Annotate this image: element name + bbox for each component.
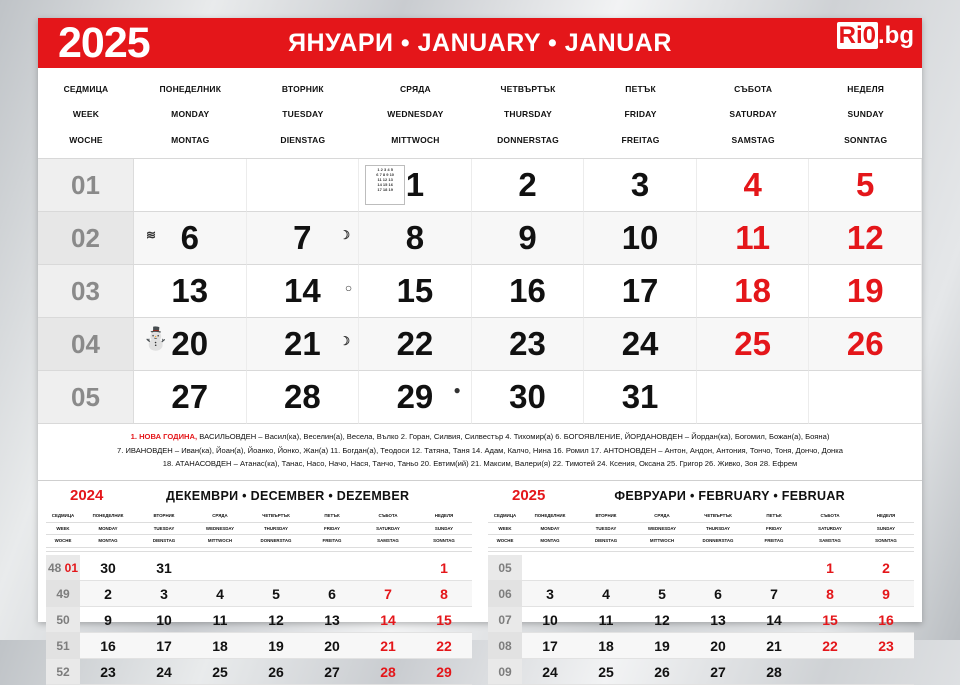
next-day-cell-7: 7 xyxy=(746,581,802,607)
next-week-number-cell: 05 xyxy=(488,555,522,581)
prev-week-number-cell: 52 xyxy=(46,659,80,685)
prev-weekday-head-2 xyxy=(136,507,192,553)
prev-weekday-head-1 xyxy=(80,507,136,553)
prev-day-cell-23: 23 xyxy=(80,659,136,685)
mini-weekday-line: DIENSTAG xyxy=(578,535,634,548)
day-number: 18 xyxy=(734,272,771,310)
mini-weekday-line: SONNTAG xyxy=(858,535,914,548)
mini-weekday-line: SUNDAY xyxy=(858,523,914,536)
mini-weekday-line: ЧЕТВЪРТЪК xyxy=(690,510,746,523)
name-days-block xyxy=(38,424,922,480)
next-day-cell-17: 17 xyxy=(522,633,578,659)
mini-weekday-line: ПОНЕДЕЛНИК xyxy=(522,510,578,523)
mini-weekday-line: СРЯДА xyxy=(192,510,248,523)
mini-weekday-line: DONNERSTAG xyxy=(248,535,304,548)
day-cell-17 xyxy=(584,265,697,318)
day-cell-30 xyxy=(472,371,585,424)
prev-day-cell-9: 9 xyxy=(80,607,136,633)
day-cell-23 xyxy=(472,318,585,371)
weekday-header-row xyxy=(38,68,922,159)
day-number: 16 xyxy=(509,272,546,310)
prev-day-cell-25: 25 xyxy=(192,659,248,685)
prev-day-cell-3: 3 xyxy=(136,581,192,607)
next-day-cell-20: 20 xyxy=(690,633,746,659)
inset-mini-line: 1 2 3 4 5 xyxy=(377,167,393,173)
weekday-head-line: THURSDAY xyxy=(503,109,553,120)
weekday-head-line: WOCHE xyxy=(69,134,103,145)
weekday-head-line: FREITAG xyxy=(621,134,660,145)
prev-weekday-head-0 xyxy=(46,507,80,553)
prev-day-cell-empty xyxy=(360,555,416,581)
day-cell-11 xyxy=(697,212,810,265)
next-week-number-cell: 07 xyxy=(488,607,522,633)
week-number-primary: 48 xyxy=(47,560,62,575)
week-number-cell: 01 xyxy=(38,159,134,212)
inset-mini-calendar xyxy=(365,165,405,205)
weekday-head-3 xyxy=(359,68,472,158)
next-weekday-head-5 xyxy=(746,507,802,553)
next-day-cell-12: 12 xyxy=(634,607,690,633)
day-number: 11 xyxy=(735,219,771,257)
day-cell-empty xyxy=(697,371,810,424)
name-days-line-3: 18. АТАНАСОВДЕН – Атанас(ка), Танас, Насо, Начо, Нася, Танчо, Таньо 20. Евтим(ий) 21. Максим, Валери(я) 22. Тимотей 24. Ксения, Оксана 25. Григор 26. Живко, Зоя 28. Ефрем xyxy=(162,459,798,469)
weekday-head-line: MITTWOCH xyxy=(391,134,440,145)
day-cell-28 xyxy=(247,371,360,424)
prev-day-cell-14: 14 xyxy=(360,607,416,633)
next-day-cell-empty xyxy=(802,659,858,685)
prev-day-cell-empty xyxy=(248,555,304,581)
next-day-cell-22: 22 xyxy=(802,633,858,659)
day-cell-31 xyxy=(584,371,697,424)
next-day-cell-16: 16 xyxy=(858,607,914,633)
next-month-year: 2025 xyxy=(512,486,546,504)
mini-weekday-line: ПОНЕДЕЛНИК xyxy=(80,510,136,523)
day-cell-26 xyxy=(809,318,922,371)
day-number: 25 xyxy=(734,325,771,363)
site-logo[interactable] xyxy=(837,22,914,50)
next-day-cell-13: 13 xyxy=(690,607,746,633)
weekday-head-line: DIENSTAG xyxy=(280,134,326,145)
next-day-cell-2: 2 xyxy=(858,555,914,581)
next-day-cell-26: 26 xyxy=(634,659,690,685)
mini-weekday-line: MITTWOCH xyxy=(192,535,248,548)
prev-day-cell-2: 2 xyxy=(80,581,136,607)
inset-mini-line: 17 18 19 xyxy=(377,187,393,193)
next-day-cell-empty xyxy=(522,555,578,581)
day-number: 8 xyxy=(405,219,425,257)
day-cell-7 xyxy=(247,212,360,265)
prev-weekday-head-4 xyxy=(248,507,304,553)
mini-weekday-line: НЕДЕЛЯ xyxy=(416,510,472,523)
day-cell-27 xyxy=(134,371,247,424)
prev-weekday-head-6 xyxy=(360,507,416,553)
day-number: 31 xyxy=(621,378,659,416)
mini-weekday-line: TUESDAY xyxy=(578,523,634,536)
week-number-cell: 03 xyxy=(38,265,134,318)
day-cell-6 xyxy=(134,212,247,265)
mini-weekday-line: ВТОРНИК xyxy=(578,510,634,523)
next-day-cell-empty xyxy=(690,555,746,581)
next-month-title: ФЕВРУАРИ • FEBRUARY • FEBRUAR xyxy=(614,488,845,503)
inset-mini-line: 14 15 16 xyxy=(377,182,393,188)
day-cell-22 xyxy=(359,318,472,371)
day-number: 10 xyxy=(621,219,659,257)
mini-weekday-line: SATURDAY xyxy=(802,523,858,536)
adjacent-months xyxy=(38,481,922,685)
next-week-number-cell: 09 xyxy=(488,659,522,685)
prev-day-cell-22: 22 xyxy=(416,633,472,659)
mini-weekday-line: WEEK xyxy=(46,523,80,536)
prev-day-cell-7: 7 xyxy=(360,581,416,607)
day-cell-25 xyxy=(697,318,810,371)
day-number: 5 xyxy=(856,166,875,204)
next-month-weekday-head xyxy=(488,507,914,553)
weekday-head-line: ЧЕТВЪРТЪК xyxy=(500,84,556,94)
next-day-cell-28: 28 xyxy=(746,659,802,685)
next-day-cell-8: 8 xyxy=(802,581,858,607)
day-cell-8 xyxy=(359,212,472,265)
day-number: 15 xyxy=(396,272,434,310)
weekday-head-5 xyxy=(584,68,697,158)
next-month-grid xyxy=(488,555,914,685)
day-cell-19 xyxy=(809,265,922,318)
day-cell-13 xyxy=(134,265,247,318)
mini-weekday-line: MONDAY xyxy=(522,523,578,536)
day-number: 4 xyxy=(743,166,762,204)
prev-month-title: ДЕКЕМВРИ • DECEMBER • DEZEMBER xyxy=(166,488,410,503)
next-day-cell-3: 3 xyxy=(522,581,578,607)
prev-month-header xyxy=(46,487,472,504)
day-number: 1 xyxy=(405,166,425,204)
next-day-cell-15: 15 xyxy=(802,607,858,633)
weekday-head-line: SUNDAY xyxy=(847,109,884,120)
prev-weekday-head-7 xyxy=(416,507,472,553)
next-day-cell-11: 11 xyxy=(578,607,634,633)
day-cell-2 xyxy=(472,159,585,212)
day-cell-12 xyxy=(809,212,922,265)
mini-weekday-line: СРЯДА xyxy=(634,510,690,523)
prev-day-cell-8: 8 xyxy=(416,581,472,607)
prev-day-cell-10: 10 xyxy=(136,607,192,633)
mini-weekday-line: FRIDAY xyxy=(746,523,802,536)
day-number: 13 xyxy=(171,272,209,310)
moon-new-icon: ≋ xyxy=(146,228,157,243)
mini-weekday-line: MONTAG xyxy=(80,535,136,548)
day-cell-5 xyxy=(809,159,922,212)
day-number: 7 xyxy=(293,219,312,257)
prev-day-cell-4: 4 xyxy=(192,581,248,607)
weekday-head-line: ПОНЕДЕЛНИК xyxy=(159,84,222,94)
day-number: 2 xyxy=(518,166,537,204)
next-day-cell-9: 9 xyxy=(858,581,914,607)
day-number: 30 xyxy=(509,378,546,416)
next-day-cell-1: 1 xyxy=(802,555,858,581)
prev-day-cell-5: 5 xyxy=(248,581,304,607)
mini-weekday-line: WOCHE xyxy=(488,535,522,548)
day-cell-10 xyxy=(584,212,697,265)
weekday-head-line: ВТОРНИК xyxy=(281,84,324,94)
day-cell-20 xyxy=(134,318,247,371)
next-week-number-cell: 08 xyxy=(488,633,522,659)
weekday-head-7 xyxy=(809,68,922,158)
next-day-cell-21: 21 xyxy=(746,633,802,659)
weekday-head-6 xyxy=(697,68,810,158)
weekday-head-line: WEEK xyxy=(72,109,100,120)
prev-day-cell-1: 1 xyxy=(416,555,472,581)
next-day-cell-18: 18 xyxy=(578,633,634,659)
next-weekday-head-4 xyxy=(690,507,746,553)
next-day-cell-23: 23 xyxy=(858,633,914,659)
day-number: 9 xyxy=(518,219,537,257)
mini-weekday-line: ПЕТЪК xyxy=(304,510,360,523)
day-cell-empty xyxy=(134,159,247,212)
mini-weekday-line: WEEK xyxy=(488,523,522,536)
prev-day-cell-20: 20 xyxy=(304,633,360,659)
mini-weekday-line: SATURDAY xyxy=(360,523,416,536)
weekday-head-line: SAMSTAG xyxy=(731,134,775,145)
day-cell-21 xyxy=(247,318,360,371)
weekday-head-4 xyxy=(472,68,585,158)
day-number: 24 xyxy=(621,325,659,363)
weekday-head-line: SONNTAG xyxy=(844,134,888,145)
mini-weekday-line: MITTWOCH xyxy=(634,535,690,548)
prev-day-cell-16: 16 xyxy=(80,633,136,659)
next-day-cell-empty xyxy=(858,659,914,685)
calendar-header xyxy=(38,18,922,68)
next-weekday-head-3 xyxy=(634,507,690,553)
weekday-head-line: DONNERSTAG xyxy=(497,134,559,145)
day-cell-3 xyxy=(584,159,697,212)
next-day-cell-6: 6 xyxy=(690,581,746,607)
prev-week-number-cell xyxy=(46,555,80,581)
prev-day-cell-12: 12 xyxy=(248,607,304,633)
prev-day-cell-11: 11 xyxy=(192,607,248,633)
prev-month-grid xyxy=(46,555,472,685)
day-number: 21 xyxy=(283,325,321,363)
weekday-head-line: FRIDAY xyxy=(624,109,657,120)
next-day-cell-4: 4 xyxy=(578,581,634,607)
prev-day-cell-13: 13 xyxy=(304,607,360,633)
day-cell-empty xyxy=(809,371,922,424)
mini-weekday-line: СЪБОТА xyxy=(360,510,416,523)
mini-weekday-line: THURSDAY xyxy=(248,523,304,536)
weekday-head-1 xyxy=(134,68,247,158)
mini-weekday-line: DIENSTAG xyxy=(136,535,192,548)
next-weekday-head-2 xyxy=(578,507,634,553)
weekday-head-line: СЪБОТА xyxy=(734,84,773,94)
header-month-title: ЯНУАРИ • JANUARY • JANUAR xyxy=(288,28,672,57)
prev-day-cell-17: 17 xyxy=(136,633,192,659)
prev-day-cell-30: 30 xyxy=(80,555,136,581)
mini-weekday-line: WOCHE xyxy=(46,535,80,548)
mini-weekday-line: FRIDAY xyxy=(304,523,360,536)
day-cell-4 xyxy=(697,159,810,212)
prev-day-cell-empty xyxy=(304,555,360,581)
day-number: 3 xyxy=(630,166,650,204)
mini-weekday-line: ВТОРНИК xyxy=(136,510,192,523)
next-day-cell-19: 19 xyxy=(634,633,690,659)
weekday-head-line: MONDAY xyxy=(171,109,210,120)
inset-mini-line: 11 12 13 xyxy=(377,177,393,183)
prev-month-year: 2024 xyxy=(70,486,104,504)
new-year-highlight: 1. НОВА ГОДИНА, xyxy=(130,432,198,442)
moon-new-dark-icon: ● xyxy=(453,383,461,398)
day-cell-16 xyxy=(472,265,585,318)
weekday-head-0 xyxy=(38,68,134,158)
day-number: 6 xyxy=(180,219,199,257)
snowman-icon: ⛄ xyxy=(142,326,170,352)
mini-weekday-line: ЧЕТВЪРТЪК xyxy=(248,510,304,523)
next-weekday-head-0 xyxy=(488,507,522,553)
mini-weekday-line: MONTAG xyxy=(522,535,578,548)
prev-day-cell-18: 18 xyxy=(192,633,248,659)
next-day-cell-14: 14 xyxy=(746,607,802,633)
day-cell-15 xyxy=(359,265,472,318)
weekday-head-line: ПЕТЪК xyxy=(625,84,656,94)
week-number-cell: 04 xyxy=(38,318,134,371)
name-days-line-2: 7. ИВАНОВДЕН – Иван(ка), Йоан(а), Йоанко, Йонко, Жан(а) 11. Богдан(а), Теодоси 12. Татяна, Таня 14. Адам, Калчо, Нина 16. Ромил 17. АНТОНОВДЕН – Антон, Андон, Антония, Тончо, Тоня, Дончо, Донка xyxy=(117,445,843,455)
day-cell-1 xyxy=(359,159,472,212)
prev-day-cell-27: 27 xyxy=(304,659,360,685)
mini-weekday-line: SONNTAG xyxy=(416,535,472,548)
weekday-head-line: MONTAG xyxy=(171,134,210,145)
prev-day-cell-31: 31 xyxy=(136,555,192,581)
next-day-cell-empty xyxy=(578,555,634,581)
prev-month-weekday-head xyxy=(46,507,472,553)
prev-month-block xyxy=(38,487,480,685)
day-number: 29 xyxy=(396,378,434,416)
next-day-cell-27: 27 xyxy=(690,659,746,685)
calendar-sheet xyxy=(38,18,922,680)
moon-last-quarter-icon: ☽ xyxy=(339,334,351,349)
prev-day-cell-empty xyxy=(192,555,248,581)
day-cell-9 xyxy=(472,212,585,265)
mini-weekday-line: MONDAY xyxy=(80,523,136,536)
day-number: 12 xyxy=(846,219,884,257)
week-number-cell: 05 xyxy=(38,371,134,424)
inset-mini-line: 6 7 8 9 10 xyxy=(376,172,395,178)
next-week-number-cell: 06 xyxy=(488,581,522,607)
next-weekday-head-6 xyxy=(802,507,858,553)
name-days-line-1-text: ВАСИЛЬОВДЕН – Васил(ка), Веселин(а), Весела, Вълко 2. Горан, Силвия, Силвестър 4. Тихомир(а) 6. БОГОЯВЛЕНИЕ, ЙОРДАНОВДЕН – Йордан(ка), Богомил, Божан(а), Бояна) xyxy=(199,432,830,442)
prev-day-cell-28: 28 xyxy=(360,659,416,685)
header-year: 2025 xyxy=(58,18,150,67)
prev-day-cell-15: 15 xyxy=(416,607,472,633)
mini-weekday-line: SUNDAY xyxy=(416,523,472,536)
mini-weekday-line: СЪБОТА xyxy=(802,510,858,523)
mini-weekday-line: НЕДЕЛЯ xyxy=(858,510,914,523)
next-day-cell-10: 10 xyxy=(522,607,578,633)
next-weekday-head-1 xyxy=(522,507,578,553)
weekday-head-line: СРЯДА xyxy=(399,84,431,94)
mini-weekday-line: СЕДМИЦА xyxy=(488,510,522,523)
day-cell-24 xyxy=(584,318,697,371)
day-cell-empty xyxy=(247,159,360,212)
day-number: 14 xyxy=(283,272,321,310)
prev-weekday-head-3 xyxy=(192,507,248,553)
mini-weekday-line: WEDNESDAY xyxy=(634,523,690,536)
day-number: 19 xyxy=(846,272,884,310)
next-day-cell-empty xyxy=(746,555,802,581)
weekday-head-line: SATURDAY xyxy=(729,109,777,120)
prev-day-cell-26: 26 xyxy=(248,659,304,685)
day-number: 22 xyxy=(396,325,434,363)
next-month-header xyxy=(488,487,914,504)
mini-weekday-line: SAMSTAG xyxy=(802,535,858,548)
moon-full-icon: ○ xyxy=(344,281,353,296)
mini-weekday-line: FREITAG xyxy=(746,535,802,548)
weekday-head-line: СЕДМИЦА xyxy=(63,84,109,94)
name-days-line-1 xyxy=(48,431,912,442)
next-day-cell-empty xyxy=(634,555,690,581)
prev-day-cell-21: 21 xyxy=(360,633,416,659)
next-weekday-head-7 xyxy=(858,507,914,553)
day-number: 20 xyxy=(171,325,209,363)
week-number-cell: 02 xyxy=(38,212,134,265)
weekday-head-line: WEDNESDAY xyxy=(387,109,444,120)
moon-first-quarter-icon: ☽ xyxy=(339,228,351,243)
logo-main: Ri0 xyxy=(838,22,876,49)
prev-week-number-cell: 49 xyxy=(46,581,80,607)
next-month-block xyxy=(480,487,922,685)
next-day-cell-5: 5 xyxy=(634,581,690,607)
mini-weekday-line: ПЕТЪК xyxy=(746,510,802,523)
prev-day-cell-6: 6 xyxy=(304,581,360,607)
prev-week-number-cell: 50 xyxy=(46,607,80,633)
prev-day-cell-24: 24 xyxy=(136,659,192,685)
day-cell-18 xyxy=(697,265,810,318)
next-day-cell-25: 25 xyxy=(578,659,634,685)
day-number: 26 xyxy=(846,325,884,363)
logo-suffix: .bg xyxy=(878,22,914,49)
day-number: 28 xyxy=(283,378,321,416)
prev-day-cell-29: 29 xyxy=(416,659,472,685)
day-cell-29 xyxy=(359,371,472,424)
weekday-head-line: TUESDAY xyxy=(282,109,324,120)
mini-weekday-line: FREITAG xyxy=(304,535,360,548)
mini-weekday-line: THURSDAY xyxy=(690,523,746,536)
day-number: 17 xyxy=(621,272,659,310)
mini-weekday-line: WEDNESDAY xyxy=(192,523,248,536)
weekday-head-2 xyxy=(247,68,360,158)
prev-day-cell-19: 19 xyxy=(248,633,304,659)
main-month-grid xyxy=(38,159,922,424)
mini-weekday-line: DONNERSTAG xyxy=(690,535,746,548)
prev-weekday-head-5 xyxy=(304,507,360,553)
mini-weekday-line: TUESDAY xyxy=(136,523,192,536)
day-number: 27 xyxy=(171,378,209,416)
weekday-head-line: НЕДЕЛЯ xyxy=(847,84,885,94)
prev-week-number-cell: 51 xyxy=(46,633,80,659)
day-cell-14 xyxy=(247,265,360,318)
mini-weekday-line: СЕДМИЦА xyxy=(46,510,80,523)
week-number-secondary: 01 xyxy=(64,560,79,575)
mini-weekday-line: SAMSTAG xyxy=(360,535,416,548)
next-day-cell-24: 24 xyxy=(522,659,578,685)
day-number: 23 xyxy=(509,325,546,363)
